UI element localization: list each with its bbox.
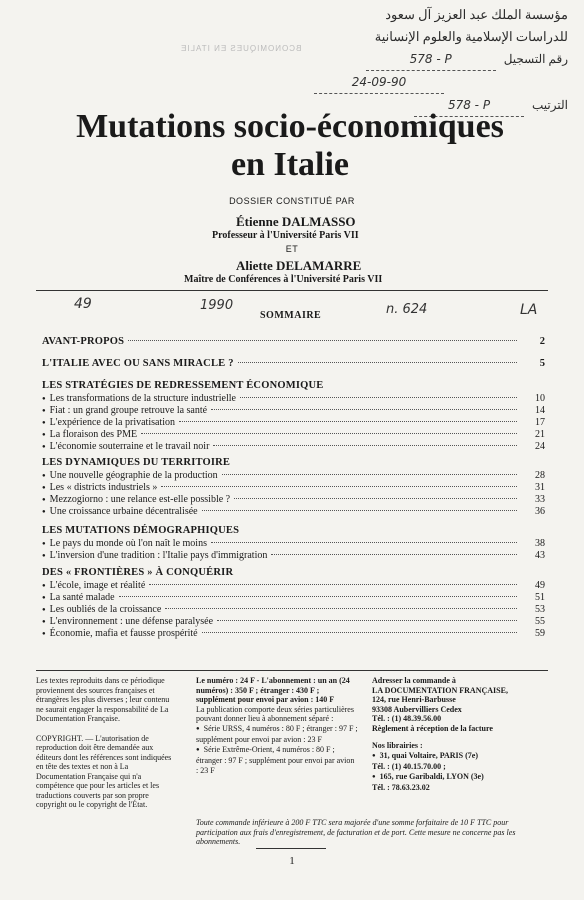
toc-item[interactable]: ● Le pays du monde où l'on naît le moins 38 [42,538,545,550]
author-1-affiliation: Professeur à l'Université Paris VII [212,230,359,241]
footer-series-intro: La publication comporte deux séries particulières pouvant donner lieu à abonnement séparé : [196,704,354,723]
handwritten-note-2: 1990 [200,298,234,313]
toc-item[interactable]: ● La floraison des PME 21 [42,429,545,441]
author-1: Étienne DALMASSO [236,214,356,229]
toc-section-title: DES « FRONTIÈRES » À CONQUÉRIR [42,567,234,578]
toc-item[interactable]: ● Mezzogiorno : une relance est-elle possible ? 33 [42,494,545,506]
library-stamp [300,4,568,117]
and-label: ET [285,244,299,254]
toc-item[interactable]: ● Les oubliés de la croissance 53 [42,604,545,616]
toc-item[interactable]: ● La santé malade 51 [42,592,545,604]
footer-order-note: Toute commande inférieure à 200 F TTC sera majorée d'une somme forfaitaire de 10 F TTC pour participation aux frais d'enregistrement, de facturation et de port. Cette mesure ne concerne pas les abonnements. [196,818,516,846]
footer-copyright-note: COPYRIGHT. — L'autorisation de reproduction doit être demandée aux éditeurs dont les références sont indiquées en tête des textes et non à La Documentation Française qui n'a compétence que pour les articles et les traductions couverts par son propre copyright ou le copyright de l'État. [36,733,172,809]
footer-sources-note: Les textes reproduits dans ce périodique proviennent des sources françaises et étrangères les plus diverses ; leur contenu ne saurait engager la responsabilité de La Documentation Française. [36,676,170,723]
handwritten-note-4: LA [520,302,538,318]
title-line-2: en Italie [230,146,350,183]
toc-item[interactable]: ● L'économie souterraine et le travail noir 24 [42,441,545,453]
header-bleed-through: BCONOMIQUES EN ITALIE [180,44,302,53]
author-2: Aliette DELAMARRE [236,258,362,273]
toc-item[interactable]: ● Fiat : un grand groupe retrouve la santé 14 [42,405,545,417]
stamp-line-1: مؤسسة الملك عبد العزيز آل سعود [385,7,568,22]
footer-series-1: ● Série URSS, 4 numéros : 80 F ; étranger : 97 F ; supplément pour envoi par avion : 23 F [196,724,358,745]
stamp-date: 24-09-90 [300,71,568,94]
document-title [30,108,550,184]
divider-bottom [36,670,548,671]
toc-section-title: LES STRATÉGIES DE REDRESSEMENT ÉCONOMIQUE [42,380,324,391]
footer-short-rule [256,848,326,849]
toc-item[interactable]: ● L'expérience de la privatisation 17 [42,417,545,429]
author-2-affiliation: Maître de Conférences à l'Université Paris VII [184,274,383,285]
stamp-registration-label: رقم التسجيل [503,52,568,66]
stamp-registration-value: 578 - P [366,48,496,71]
toc-item[interactable]: ● Les « districts industriels » 31 [42,482,545,494]
toc-item[interactable]: ● Une nouvelle géographie de la production 28 [42,470,545,482]
toc-item[interactable]: ● Économie, mafia et fausse prospérité 59 [42,628,545,640]
toc-section-title: LES MUTATIONS DÉMOGRAPHIQUES [42,525,240,536]
dossier-label: DOSSIER CONSTITUÉ PAR [229,196,355,206]
footer-col-subscription [196,676,358,775]
toc-item[interactable]: ● L'école, image et réalité 49 [42,580,545,592]
sommaire-heading: SOMMAIRE [260,310,322,321]
handwritten-note-3: n. 624 [386,302,428,317]
page-number: 1 [289,855,295,867]
toc-item[interactable]: ● Les transformations de la structure industrielle 10 [42,393,545,405]
table-of-contents [42,332,545,640]
footer-col-order: Adresser la commande à LA DOCUMENTATION FRANÇAISE, 124, rue Henri-Barbusse 93308 Aubervilliers Cedex Tél. : (1) 48.39.56.00 Règlement à réception de la facture Nos librairies : ● 31, quai Voltaire, PARIS (7e) Tél. : (1) 40.15.70.00 ; ● 165, rue Garibaldi, LYON (3e) Tél. : 78.63.23.02 [372,676,552,793]
stamp-order-value: 578 - P [414,94,524,117]
footer-price: Le numéro : 24 F - L'abonnement : un an (24 numéros) : 350 F ; étranger : 430 F ; supplément pour envoi par avion : 140 F [196,676,350,704]
stamp-order-label: الترتيب [532,98,568,112]
toc-item[interactable]: ● Une croissance urbaine décentralisée 36 [42,506,545,518]
toc-item[interactable]: ● L'environnement : une défense paralysée 55 [42,616,545,628]
toc-italie-miracle[interactable]: L'ITALIE AVEC OU SANS MIRACLE ? 5 [42,358,545,369]
title-line-1: Mutations socio-économiques [76,108,504,145]
toc-avant-propos[interactable]: AVANT-PROPOS 2 [42,336,545,347]
toc-section-title: LES DYNAMIQUES DU TERRITOIRE [42,457,231,468]
divider-top [36,290,548,291]
handwritten-note-1: 49 [74,296,92,312]
stamp-registration [300,48,568,71]
stamp-line-2: للدراسات الإسلامية والعلوم الإنسانية [374,29,568,44]
footer-col-legal [36,676,176,810]
toc-item[interactable]: ● L'inversion d'une tradition : l'Italie pays d'immigration 43 [42,550,545,562]
footer-series-2: ● Série Extrême-Orient, 4 numéros : 80 F ; étranger : 97 F ; supplément pour envoi par avion : 23 F [196,745,358,776]
